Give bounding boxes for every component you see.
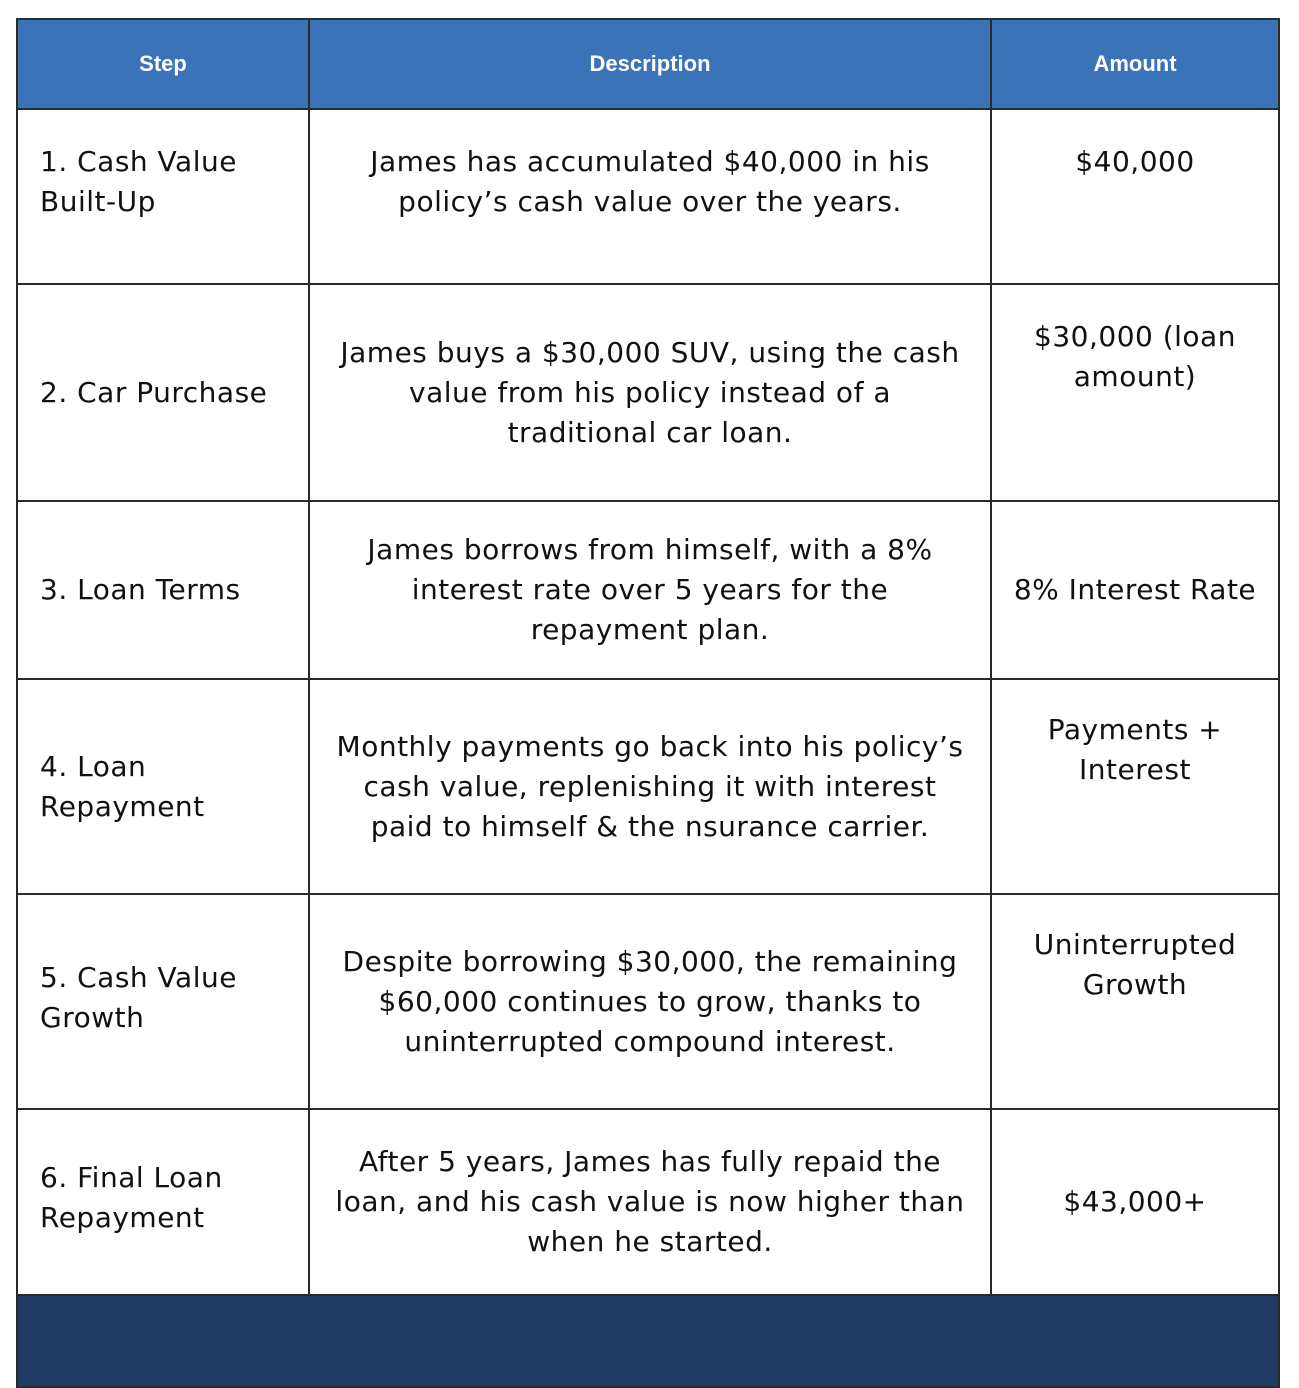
step-cell: 4. Loan Repayment <box>17 679 309 894</box>
amount-cell: $43,000+ <box>991 1109 1279 1295</box>
header-amount: Amount <box>991 19 1279 109</box>
description-cell: James borrows from himself, with a 8% interest rate over 5 years for the repayment plan. <box>309 501 991 679</box>
description-cell: James has accumulated $40,000 in his policy’s cash value over the years. <box>309 109 991 284</box>
table-row <box>17 894 1279 1109</box>
description-cell: Despite borrowing $30,000, the remaining $60,000 continues to grow, thanks to uninterrupted compound interest. <box>309 894 991 1109</box>
loan-steps-table <box>16 18 1280 1388</box>
step-cell: 2. Car Purchase <box>17 284 309 501</box>
amount-cell: Uninterrupted Growth <box>991 894 1279 1109</box>
step-cell: 3. Loan Terms <box>17 501 309 679</box>
step-cell: 1. Cash Value Built-Up <box>17 109 309 284</box>
table-row <box>17 679 1279 894</box>
description-cell: After 5 years, James has fully repaid the loan, and his cash value is now higher than when he started. <box>309 1109 991 1295</box>
amount-cell: 8% Interest Rate <box>991 501 1279 679</box>
amount-cell: $30,000 (loan amount) <box>991 284 1279 501</box>
loan-steps-table-container <box>16 18 1278 1388</box>
table-row <box>17 1109 1279 1295</box>
table-row <box>17 501 1279 679</box>
step-cell: 6. Final Loan Repayment <box>17 1109 309 1295</box>
table-header-row <box>17 19 1279 109</box>
step-cell: 5. Cash Value Growth <box>17 894 309 1109</box>
table-footer-row <box>17 1295 1279 1387</box>
description-cell: Monthly payments go back into his policy’s cash value, replenishing it with interest paid to himself & the nsurance carrier. <box>309 679 991 894</box>
table-footer-bar <box>17 1295 1279 1387</box>
amount-cell: Payments + Interest <box>991 679 1279 894</box>
header-step: Step <box>17 19 309 109</box>
description-cell: James buys a $30,000 SUV, using the cash value from his policy instead of a traditional car loan. <box>309 284 991 501</box>
table-row <box>17 284 1279 501</box>
header-description: Description <box>309 19 991 109</box>
table-row <box>17 109 1279 284</box>
amount-cell: $40,000 <box>991 109 1279 284</box>
